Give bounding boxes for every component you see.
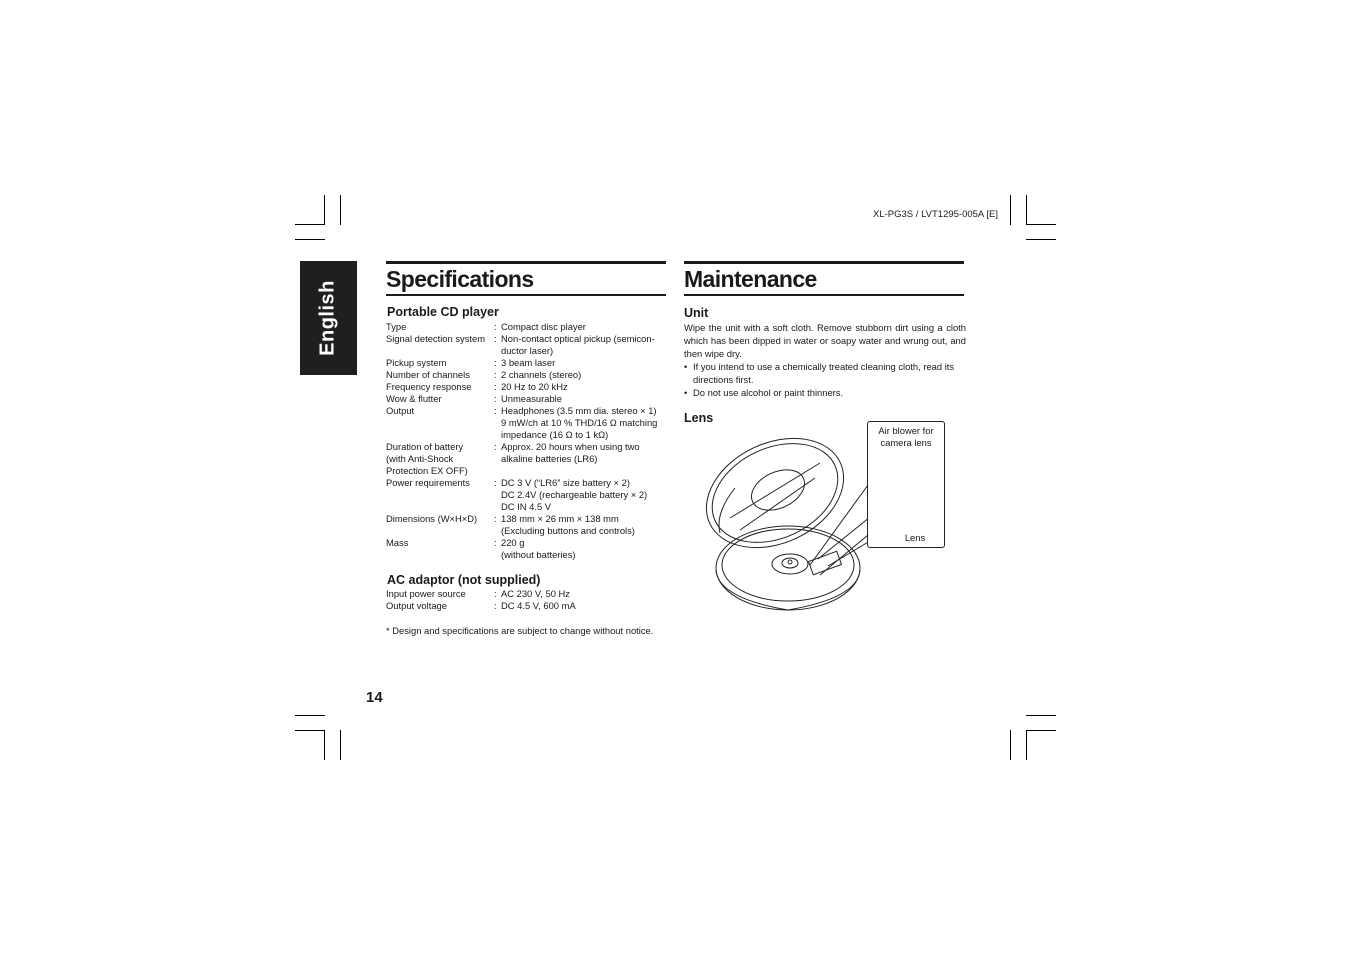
crop-mark-tr-v xyxy=(1026,195,1027,225)
crop-mark-tl-v xyxy=(324,195,325,225)
crop-mark-tr-h xyxy=(1026,224,1056,225)
spec-row xyxy=(386,357,671,369)
spec-label: Output voltage xyxy=(386,600,447,611)
spec-value: 2 channels (stereo) xyxy=(501,369,582,380)
spec-separator: : xyxy=(494,381,497,392)
language-tab-label: English xyxy=(316,280,339,356)
specifications-top-rule xyxy=(386,261,666,264)
spec-row xyxy=(386,393,671,405)
spec-row xyxy=(386,369,671,381)
portable-cd-heading: Portable CD player xyxy=(387,305,499,319)
crop-mark-bl-v2 xyxy=(340,730,341,760)
page-number: 14 xyxy=(366,689,383,706)
spec-label: Signal detection system xyxy=(386,333,486,344)
spec-label: Output xyxy=(386,405,415,416)
spec-separator: : xyxy=(494,588,497,599)
spec-value: 20 Hz to 20 kHz xyxy=(501,381,568,392)
callout-zoom-lines xyxy=(800,480,890,590)
spec-table xyxy=(386,321,671,561)
spec-row xyxy=(386,537,671,561)
spec-row xyxy=(386,513,671,537)
spec-value: Non-contact optical pickup (semicon- ductor laser) xyxy=(501,333,655,356)
crop-mark-bl-v xyxy=(324,730,325,760)
unit-heading: Unit xyxy=(684,306,709,320)
crop-mark-tl-h xyxy=(295,224,325,225)
spec-separator: : xyxy=(494,369,497,380)
spec-label: Power requirements xyxy=(386,477,470,488)
spec-value: 220 g (without batteries) xyxy=(501,537,576,560)
spec-separator: : xyxy=(494,477,497,488)
spec-value: AC 230 V, 50 Hz xyxy=(501,588,570,599)
unit-text: Wipe the unit with a soft cloth. Remove stubborn dirt using a cloth which has been dipped in water or soapy water and wrung out, and then wipe dry. xyxy=(684,322,966,359)
crop-mark-tl-v2 xyxy=(340,195,341,225)
spec-value: Compact disc player xyxy=(501,321,586,332)
spec-row xyxy=(386,588,671,600)
spec-row xyxy=(386,321,671,333)
spec-value: DC 4.5 V, 600 mA xyxy=(501,600,576,611)
spec-label: Duration of battery (with Anti-Shock Protection EX OFF) xyxy=(386,441,468,476)
spec-separator: : xyxy=(494,441,497,452)
spec-separator: : xyxy=(494,357,497,368)
spec-separator: : xyxy=(494,600,497,611)
spec-row xyxy=(386,381,671,393)
lens-label: Lens xyxy=(904,532,926,543)
specifications-title: Specifications xyxy=(386,266,534,292)
specifications-bottom-rule xyxy=(386,294,666,296)
spec-row xyxy=(386,600,671,612)
spec-value: Headphones (3.5 mm dia. stereo × 1) 9 mW/ch at 10 % THD/16 Ω matching impedance (16 Ω to 1 kΩ) xyxy=(501,405,658,440)
spec-value: Approx. 20 hours when using two alkaline batteries (LR6) xyxy=(501,441,640,464)
spec-value: 3 beam laser xyxy=(501,357,556,368)
spec-separator: : xyxy=(494,393,497,404)
spec-value: 138 mm × 26 mm × 138 mm (Excluding buttons and controls) xyxy=(501,513,635,536)
bullet-item: • If you intend to use a chemically treated cleaning cloth, read its directions first. xyxy=(684,361,955,385)
language-tab xyxy=(300,261,357,375)
ac-adaptor-heading: AC adaptor (not supplied) xyxy=(387,573,541,587)
spec-separator: : xyxy=(494,405,497,416)
maintenance-title: Maintenance xyxy=(684,266,817,292)
maintenance-bottom-rule xyxy=(684,294,964,296)
maintenance-top-rule xyxy=(684,261,964,264)
crop-mark-br-h2 xyxy=(1026,730,1056,731)
spec-label: Type xyxy=(386,321,407,332)
spec-value: Unmeasurable xyxy=(501,393,562,404)
crop-mark-tr-h2 xyxy=(1026,239,1056,240)
bullet-item: • Do not use alcohol or paint thinners. xyxy=(684,387,844,398)
spec-label: Mass xyxy=(386,537,409,548)
unit-bullets xyxy=(684,360,966,399)
crop-mark-bl-h xyxy=(295,715,325,716)
spec-label: Input power source xyxy=(386,588,466,599)
crop-mark-tr-v2 xyxy=(1010,195,1011,225)
spec-separator: : xyxy=(494,321,497,332)
ac-adaptor-table xyxy=(386,588,671,612)
crop-mark-tl-h2 xyxy=(295,239,325,240)
lens-heading: Lens xyxy=(684,411,714,425)
spec-separator: : xyxy=(494,513,497,524)
spec-row xyxy=(386,441,671,477)
crop-mark-br-h xyxy=(1026,715,1056,716)
spec-value: DC 3 V (“LR6” size battery × 2) DC 2.4V (rechargeable battery × 2) DC IN 4.5 V xyxy=(501,477,648,512)
spec-row xyxy=(386,477,671,513)
crop-mark-br-v xyxy=(1026,730,1027,760)
spec-label: Frequency response xyxy=(386,381,472,392)
document-code: XL-PG3S / LVT1295-005A [E] xyxy=(873,209,998,220)
spec-row xyxy=(386,333,671,357)
spec-row xyxy=(386,405,671,441)
spec-label: Wow & flutter xyxy=(386,393,442,404)
spec-label: Number of channels xyxy=(386,369,470,380)
spec-label: Dimensions (W×H×D) xyxy=(386,513,478,524)
spec-label: Pickup system xyxy=(386,357,447,368)
spec-separator: : xyxy=(494,333,497,344)
air-blower-label: Air blower for camera lens xyxy=(878,425,934,448)
spec-note: * Design and specifications are subject to change without notice. xyxy=(386,625,654,636)
crop-mark-bl-h2 xyxy=(295,730,325,731)
spec-separator: : xyxy=(494,537,497,548)
crop-mark-br-v2 xyxy=(1010,730,1011,760)
